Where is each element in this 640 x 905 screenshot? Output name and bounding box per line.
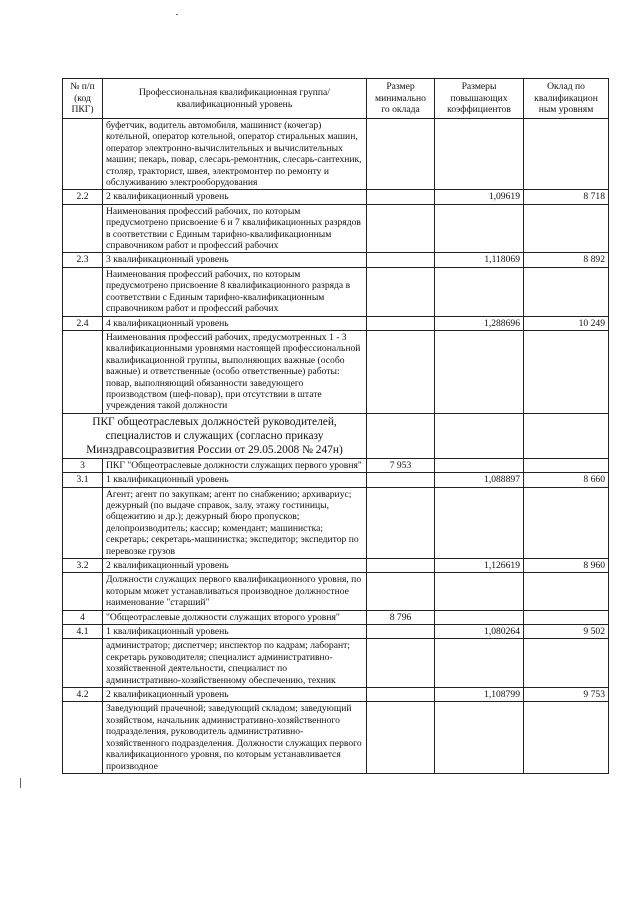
row-salary: 8 892 xyxy=(524,253,609,267)
row-min-salary xyxy=(367,573,435,610)
row-name: 2 квалификационный уровень xyxy=(103,688,367,702)
row-name: "Общеотраслевые должности служащих второго уровня" xyxy=(103,610,367,624)
table-row xyxy=(63,458,609,472)
row-min-salary xyxy=(367,316,435,330)
row-min-salary: 7 953 xyxy=(367,458,435,472)
row-num xyxy=(63,267,103,316)
row-coefficient xyxy=(435,330,524,413)
row-coefficient: 1,288696 xyxy=(435,316,524,330)
table-row xyxy=(63,473,609,487)
empty-cell xyxy=(435,413,524,458)
row-name: Должности служащих первого квалификационного уровня, по которым может устанавливаться производное должностное наименование "старший" xyxy=(103,573,367,610)
group-heading-row xyxy=(63,413,609,458)
table-row xyxy=(63,639,609,688)
row-coefficient xyxy=(435,573,524,610)
row-num: 4.1 xyxy=(63,625,103,639)
row-num xyxy=(63,119,103,190)
header-coefficients: Размеры повышающих коэффициентов xyxy=(435,79,524,119)
row-coefficient: 1,088897 xyxy=(435,473,524,487)
table-row xyxy=(63,253,609,267)
row-min-salary xyxy=(367,330,435,413)
row-salary xyxy=(524,702,609,773)
header-name: Профессиональная квалификационная группа/квалификационный уровень xyxy=(103,79,367,119)
row-min-salary xyxy=(367,688,435,702)
row-min-salary: 8 796 xyxy=(367,610,435,624)
table-body xyxy=(63,119,609,774)
row-coefficient: 1,108799 xyxy=(435,688,524,702)
table-row xyxy=(63,119,609,190)
row-num: 2.2 xyxy=(63,190,103,204)
row-salary: 8 960 xyxy=(524,559,609,573)
row-name: 3 квалификационный уровень xyxy=(103,253,367,267)
table-row xyxy=(63,316,609,330)
row-coefficient: 1,126619 xyxy=(435,559,524,573)
row-min-salary xyxy=(367,267,435,316)
row-coefficient xyxy=(435,458,524,472)
row-salary xyxy=(524,487,609,558)
table-row xyxy=(63,190,609,204)
row-num: 4.2 xyxy=(63,688,103,702)
row-min-salary xyxy=(367,119,435,190)
empty-cell xyxy=(367,413,435,458)
row-salary: 10 249 xyxy=(524,316,609,330)
row-name: 2 квалификационный уровень xyxy=(103,190,367,204)
row-name: Наименования профессий рабочих, по которым предусмотрено присвоение 6 и 7 квалификационных разрядов в соответствии с Единым тарифно-квалификационным справочником работ и профессий рабочих xyxy=(103,204,367,253)
row-num: 3.2 xyxy=(63,559,103,573)
row-min-salary xyxy=(367,190,435,204)
row-num xyxy=(63,330,103,413)
row-min-salary xyxy=(367,625,435,639)
table-row xyxy=(63,573,609,610)
group-heading: ПКГ общеотраслевых должностей руководителей, специалистов и служащих (согласно приказу Минздравсоцразвития России от 29.05.2008 № 247н) xyxy=(63,413,367,458)
row-salary: 9 753 xyxy=(524,688,609,702)
row-coefficient xyxy=(435,487,524,558)
row-name: буфетчик, водитель автомобиля, машинист (кочегар) котельной, оператор котельной, оператор стиральных машин, оператор электронно-вычислительных и вычислительных машин; пекарь, повар, слесарь-ремонтник, слесарь-сантехник, столяр, тракторист, швея, электромонтер по ремонту и обслуживанию электрооборудования xyxy=(103,119,367,190)
row-name: 4 квалификационный уровень xyxy=(103,316,367,330)
row-coefficient xyxy=(435,119,524,190)
header-min-salary: Размер минимально го оклада xyxy=(367,79,435,119)
row-min-salary xyxy=(367,253,435,267)
row-name: 1 квалификационный уровень xyxy=(103,625,367,639)
row-num xyxy=(63,573,103,610)
row-salary: 8 718 xyxy=(524,190,609,204)
row-coefficient xyxy=(435,204,524,253)
table-row xyxy=(63,204,609,253)
row-name: ПКГ "Общеотраслевые должности служащих первого уровня" xyxy=(103,458,367,472)
row-name: 1 квалификационный уровень xyxy=(103,473,367,487)
row-num: 4 xyxy=(63,610,103,624)
row-name: администратор; диспетчер; инспектор по кадрам; лаборант; секретарь руководителя; специалист административно-хозяйственной деятельности, специалист по административно-хозяйственному обеспечению, техник xyxy=(103,639,367,688)
row-num: 2.4 xyxy=(63,316,103,330)
table-row xyxy=(63,559,609,573)
scan-mark xyxy=(20,778,21,788)
row-salary xyxy=(524,458,609,472)
row-name: Наименования профессий рабочих, по которым предусмотрено присвоение 8 квалификационного разряда в соответствии с Единым тарифно-квалификационным справочником работ и профессий рабочих xyxy=(103,267,367,316)
row-num xyxy=(63,702,103,773)
table-row xyxy=(63,267,609,316)
row-min-salary xyxy=(367,702,435,773)
table-row xyxy=(63,625,609,639)
row-coefficient: 1,080264 xyxy=(435,625,524,639)
row-min-salary xyxy=(367,639,435,688)
row-coefficient xyxy=(435,702,524,773)
row-num xyxy=(63,487,103,558)
row-coefficient: 1,118069 xyxy=(435,253,524,267)
table-header-row xyxy=(63,79,609,119)
row-salary xyxy=(524,267,609,316)
row-coefficient xyxy=(435,267,524,316)
row-coefficient: 1,09619 xyxy=(435,190,524,204)
row-salary xyxy=(524,330,609,413)
row-coefficient xyxy=(435,610,524,624)
row-min-salary xyxy=(367,487,435,558)
table-row xyxy=(63,702,609,773)
row-min-salary xyxy=(367,559,435,573)
row-num xyxy=(63,639,103,688)
row-salary xyxy=(524,119,609,190)
row-salary: 8 660 xyxy=(524,473,609,487)
row-coefficient xyxy=(435,639,524,688)
scan-mark xyxy=(176,14,178,15)
row-name: Агент; агент по закупкам; агент по снабжению; архивариус; дежурный (по выдаче справок, залу, этажу гостиницы, общежитию и др.); дежурный бюро пропусков; делопроизводитель; кассир; комендант; машинистка; секретарь; секретарь-машинистка; экспедитор; экспедитор по перевозке грузов xyxy=(103,487,367,558)
row-num: 2.3 xyxy=(63,253,103,267)
table-row xyxy=(63,487,609,558)
table-row xyxy=(63,610,609,624)
row-name: Заведующий прачечной; заведующий складом; заведующий хозяйством, начальник административно-хозяйственного подразделения, руководитель административно-хозяйственного подразделения. Должности служащих первого квалификационного уровня, по которым устанавливается производное xyxy=(103,702,367,773)
empty-cell xyxy=(524,413,609,458)
row-salary xyxy=(524,639,609,688)
row-salary xyxy=(524,610,609,624)
table-row xyxy=(63,688,609,702)
row-num xyxy=(63,204,103,253)
row-name: Наименования профессий рабочих, предусмотренных 1 - 3 квалификационными уровнями настоящей профессиональной квалификационной группы, выполняющих важные (особо важные) и ответственные (особо ответственные) работы: повар, выполняющий обязанности заведующего производством (шеф-повар), при отсутствии в штате учреждения такой должности xyxy=(103,330,367,413)
row-min-salary xyxy=(367,473,435,487)
row-salary xyxy=(524,204,609,253)
row-num: 3 xyxy=(63,458,103,472)
header-salary: Оклад по квалификацион ным уровням xyxy=(524,79,609,119)
row-salary: 9 502 xyxy=(524,625,609,639)
row-salary xyxy=(524,573,609,610)
qualification-table xyxy=(62,78,609,774)
table-row xyxy=(63,330,609,413)
row-min-salary xyxy=(367,204,435,253)
row-num: 3.1 xyxy=(63,473,103,487)
row-name: 2 квалификационный уровень xyxy=(103,559,367,573)
header-num: № п/п (код ПКГ) xyxy=(63,79,103,119)
